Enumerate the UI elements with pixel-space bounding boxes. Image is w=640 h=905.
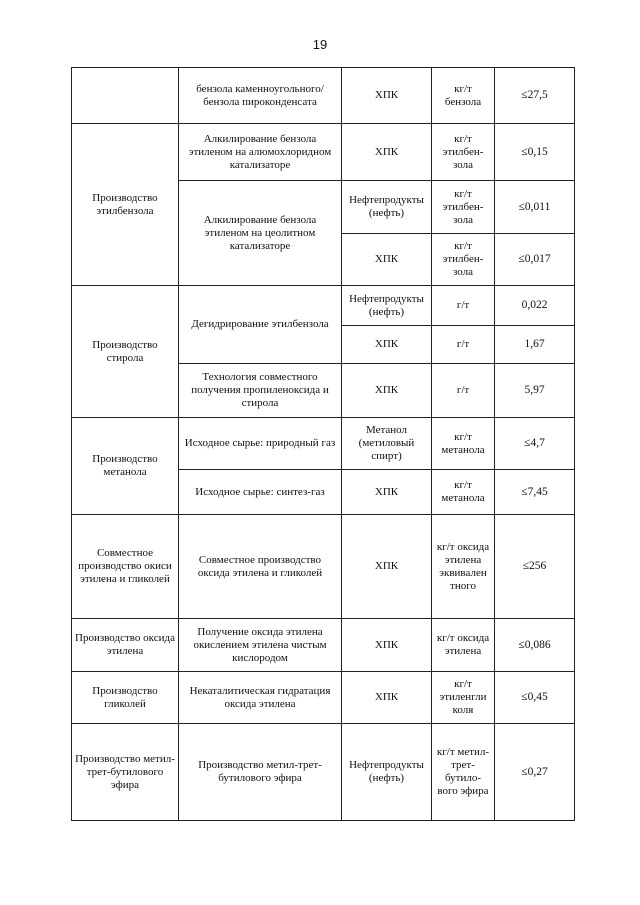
table-row [72, 672, 575, 724]
technology-cell: Технология совместного получения пропиленоксида и стирола [179, 364, 342, 418]
value-cell: ≤7,45 [495, 470, 575, 515]
substance-cell: ХПК [342, 326, 432, 364]
unit-cell: г/т [432, 364, 495, 418]
substance-cell: ХПК [342, 470, 432, 515]
process-cell: Производство метанола [72, 418, 179, 515]
table-row [72, 418, 575, 470]
substance-cell: ХПК [342, 672, 432, 724]
process-cell: Производство этилбензола [72, 124, 179, 286]
technology-cell: Исходное сырье: природный газ [179, 418, 342, 470]
substance-cell: ХПК [342, 515, 432, 619]
value-cell: 0,022 [495, 286, 575, 326]
table-row [72, 124, 575, 181]
value-cell: 1,67 [495, 326, 575, 364]
table-row [72, 68, 575, 124]
substance-cell: ХПК [342, 68, 432, 124]
process-cell: Производство стирола [72, 286, 179, 418]
unit-cell: кг/т этилбен-зола [432, 234, 495, 286]
page-number: 19 [312, 37, 328, 52]
unit-cell: кг/т бензола [432, 68, 495, 124]
technology-cell: Исходное сырье: синтез-газ [179, 470, 342, 515]
substance-cell: Метанол (метиловый спирт) [342, 418, 432, 470]
technology-cell: Алкилирование бензола этиленом на алюмохлоридном катализаторе [179, 124, 342, 181]
value-cell: ≤0,27 [495, 724, 575, 821]
technology-cell: Алкилирование бензола этиленом на цеолитном катализаторе [179, 181, 342, 286]
technology-cell: бензола каменноугольного/бензола пироконденсата [179, 68, 342, 124]
technology-cell: Производство метил-трет-бутилового эфира [179, 724, 342, 821]
unit-cell: кг/т этилбен-зола [432, 124, 495, 181]
process-cell: Производство гликолей [72, 672, 179, 724]
unit-cell: г/т [432, 326, 495, 364]
substance-cell: ХПК [342, 619, 432, 672]
unit-cell: кг/т оксида этилена эквивален тного [432, 515, 495, 619]
process-cell: Производство оксида этилена [72, 619, 179, 672]
norms-table [71, 67, 575, 821]
value-cell: ≤0,017 [495, 234, 575, 286]
process-cell [72, 68, 179, 124]
substance-cell: ХПК [342, 124, 432, 181]
substance-cell: ХПК [342, 364, 432, 418]
technology-cell: Совместное производство оксида этилена и гликолей [179, 515, 342, 619]
unit-cell: г/т [432, 286, 495, 326]
unit-cell: кг/т оксида этилена [432, 619, 495, 672]
unit-cell: кг/т метанола [432, 418, 495, 470]
technology-cell: Некаталитическая гидратация оксида этилена [179, 672, 342, 724]
value-cell: ≤27,5 [495, 68, 575, 124]
technology-cell: Дегидрирование этилбензола [179, 286, 342, 364]
table-row [72, 286, 575, 326]
technology-cell: Получение оксида этилена окислением этилена чистым кислородом [179, 619, 342, 672]
value-cell: ≤0,45 [495, 672, 575, 724]
process-cell: Совместное производство окиси этилена и гликолей [72, 515, 179, 619]
table-row [72, 724, 575, 821]
unit-cell: кг/т этилбен-зола [432, 181, 495, 234]
value-cell: ≤0,15 [495, 124, 575, 181]
value-cell: ≤0,011 [495, 181, 575, 234]
value-cell: ≤256 [495, 515, 575, 619]
value-cell: ≤0,086 [495, 619, 575, 672]
unit-cell: кг/т метил-трет-бутило-вого эфира [432, 724, 495, 821]
substance-cell: Нефтепродукты (нефть) [342, 181, 432, 234]
process-cell: Производство метил-трет-бутилового эфира [72, 724, 179, 821]
value-cell: 5,97 [495, 364, 575, 418]
unit-cell: кг/т метанола [432, 470, 495, 515]
table-row [72, 619, 575, 672]
substance-cell: Нефтепродукты (нефть) [342, 286, 432, 326]
table-row [72, 515, 575, 619]
substance-cell: ХПК [342, 234, 432, 286]
unit-cell: кг/т этиленгли коля [432, 672, 495, 724]
substance-cell: Нефтепродукты (нефть) [342, 724, 432, 821]
value-cell: ≤4,7 [495, 418, 575, 470]
